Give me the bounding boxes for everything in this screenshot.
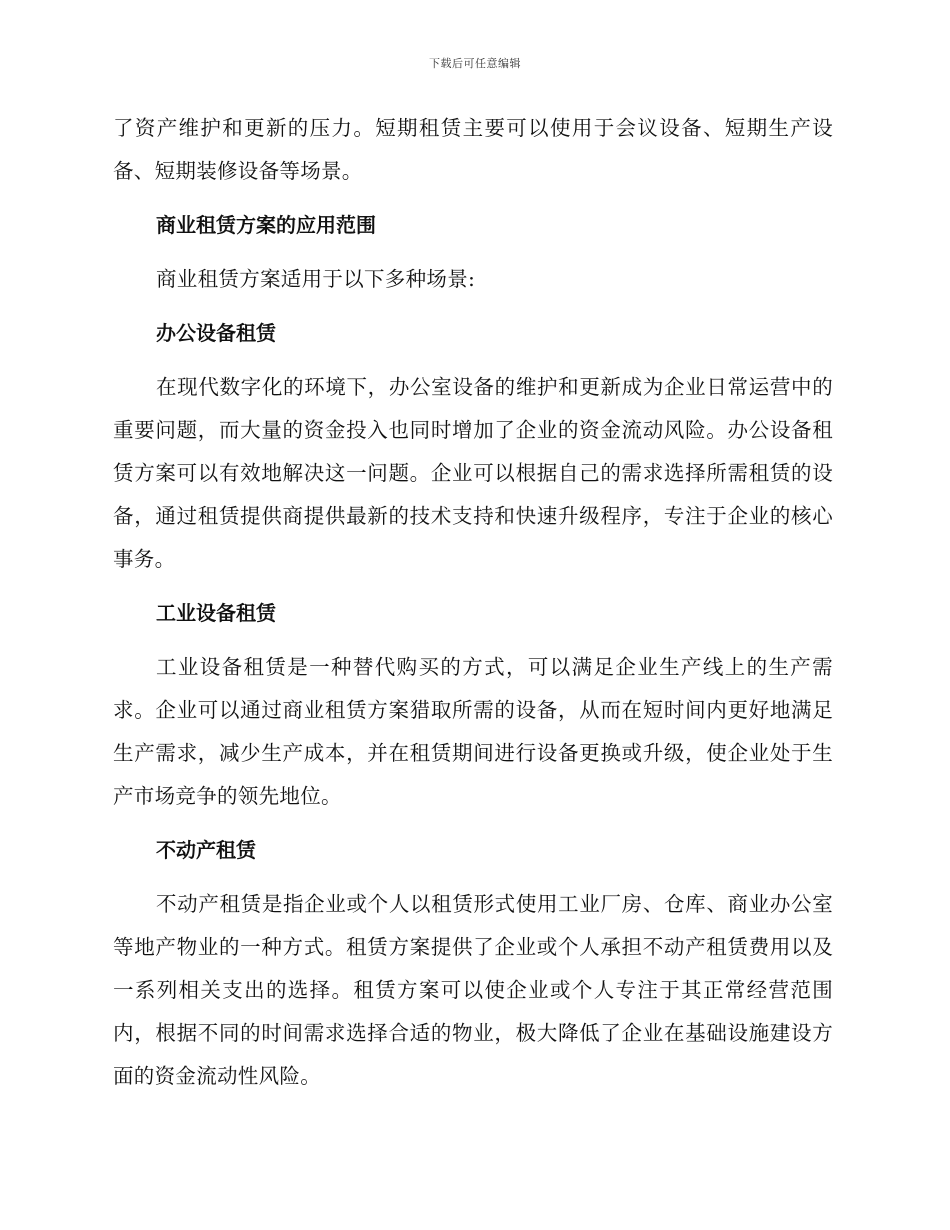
scope-heading: 商业租赁方案的应用范围 xyxy=(156,213,376,237)
industrial-equipment-paragraph: 工业设备租赁是一种替代购买的方式，可以满足企业生产线上的生产需求。企业可以通过商业租赁方案猎取所需的设备，从而在短时间内更好地满足生产需求，减少生产成本，并在租赁期间进行设备更换或升级，使企业处于生产市场竞争的领先地位。 xyxy=(113,655,833,808)
industrial-equipment-heading: 工业设备租赁 xyxy=(156,601,276,625)
real-estate-heading: 不动产租赁 xyxy=(156,838,256,862)
scope-intro-paragraph: 商业租赁方案适用于以下多种场景: xyxy=(156,267,476,291)
real-estate-paragraph: 不动产租赁是指企业或个人以租赁形式使用工业厂房、仓库、商业办公室等地产物业的一种方式。租赁方案提供了企业或个人承担不动产租赁费用以及一系列相关支出的选择。租赁方案可以使企业或个人专注于其正常经营范围内，根据不同的时间需求选择合适的物业，极大降低了企业在基础设施建设方面的资金流动性风险。 xyxy=(113,892,833,1088)
header-note: 下载后可任意编辑 xyxy=(429,57,521,70)
office-equipment-heading: 办公设备租赁 xyxy=(156,321,276,345)
document-body xyxy=(113,107,833,1098)
intro-continuation-paragraph: 了资产维护和更新的压力。短期租赁主要可以使用于会议设备、短期生产设备、短期装修设备等场景。 xyxy=(113,116,833,183)
office-equipment-paragraph: 在现代数字化的环境下，办公室设备的维护和更新成为企业日常运营中的重要问题，而大量的资金投入也同时增加了企业的资金流动风险。办公设备租赁方案可以有效地解决这一问题。企业可以根据自己的需求选择所需租赁的设备，通过租赁提供商提供最新的技术支持和快速升级程序，专注于企业的核心事务。 xyxy=(113,375,833,571)
